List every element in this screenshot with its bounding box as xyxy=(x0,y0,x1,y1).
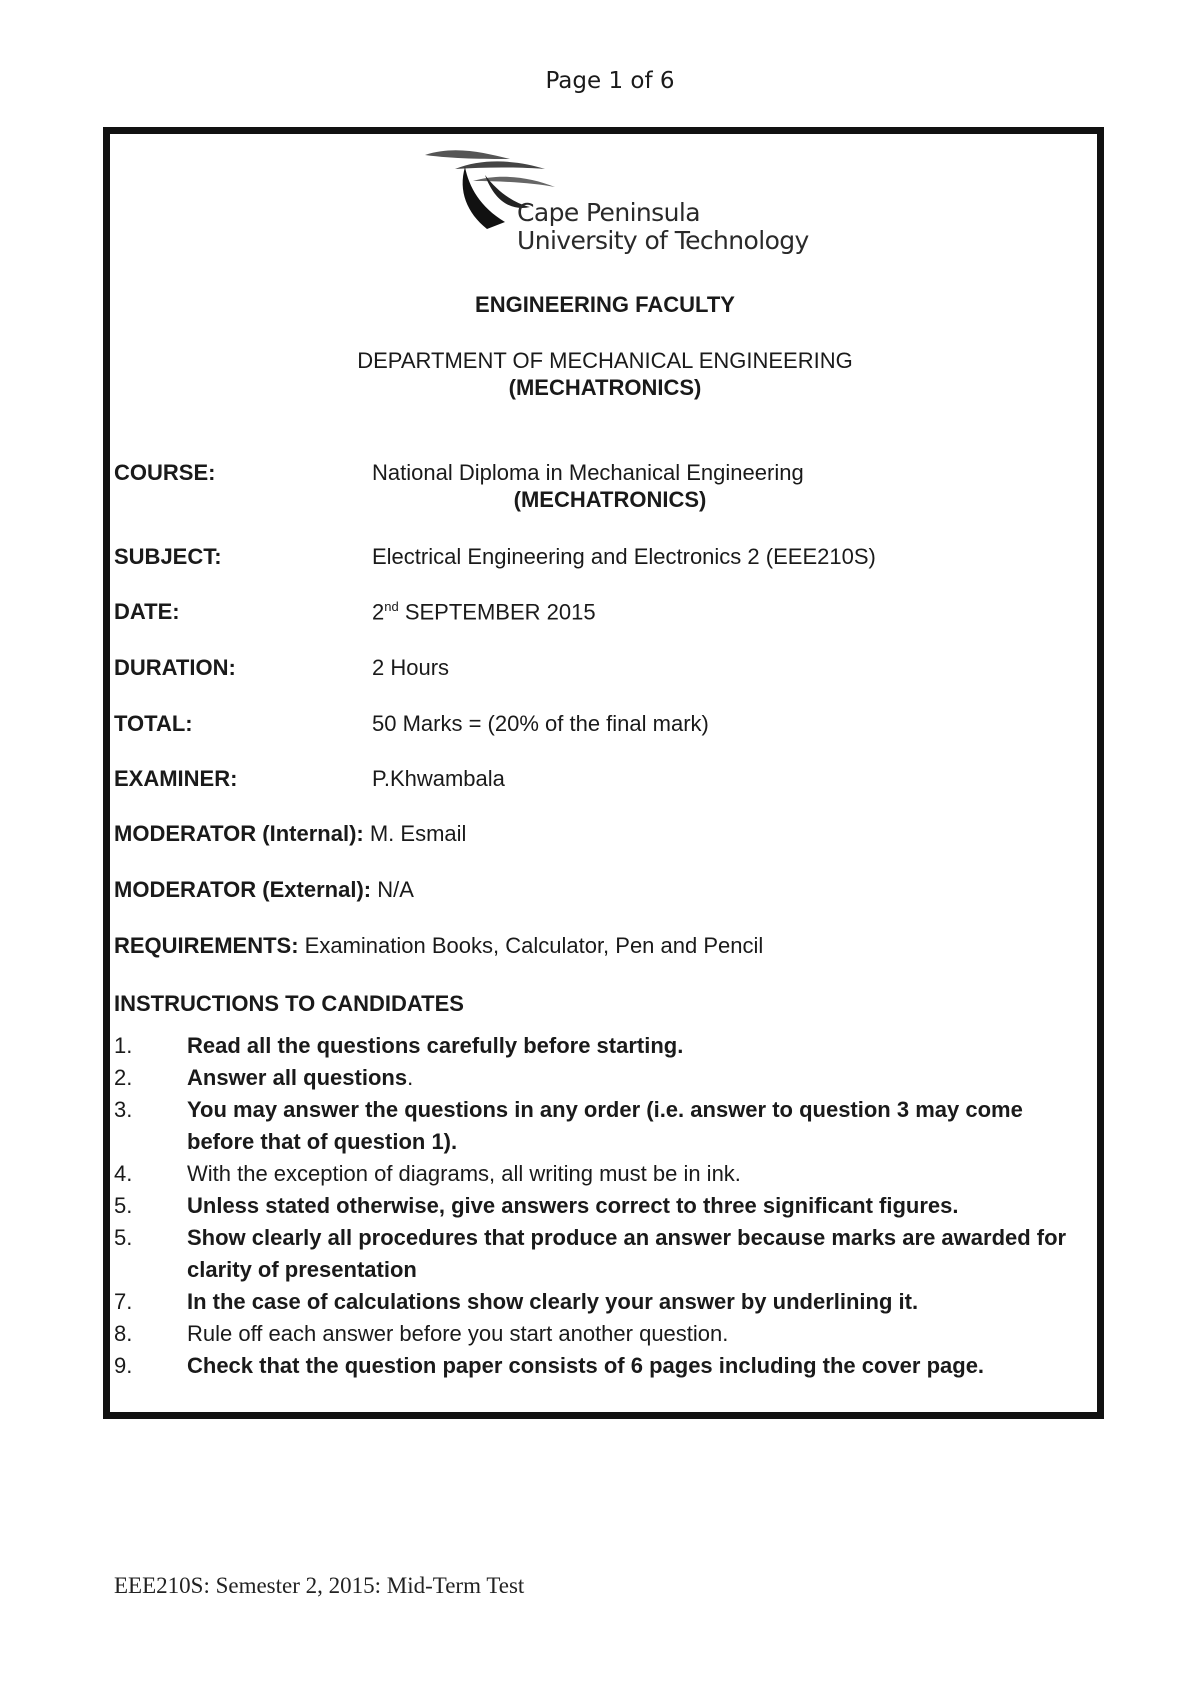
instruction-number: 1. xyxy=(114,1033,133,1058)
instructions-heading: INSTRUCTIONS TO CANDIDATES xyxy=(114,991,464,1016)
examiner-value: P.Khwambala xyxy=(372,766,505,791)
instruction-number: 8. xyxy=(114,1321,133,1346)
instruction-tail: . xyxy=(407,1065,414,1090)
duration-row xyxy=(114,655,1094,681)
instruction-item xyxy=(114,1286,1074,1318)
instruction-item xyxy=(114,1158,1074,1190)
instruction-text: With the exception of diagrams, all writing must be in ink. xyxy=(187,1161,741,1186)
moderator-external-label: MODERATOR (External): xyxy=(114,877,372,902)
date-suffix: nd xyxy=(384,599,399,614)
department-title: DEPARTMENT OF MECHANICAL ENGINEERING xyxy=(357,348,853,373)
date-row xyxy=(114,599,1094,625)
course-row xyxy=(114,460,1094,486)
examiner-label: EXAMINER: xyxy=(114,766,238,791)
course-label: COURSE: xyxy=(114,460,216,485)
instruction-text: Answer all questions xyxy=(187,1065,408,1090)
course-value: National Diploma in Mechanical Engineering xyxy=(372,460,804,485)
logo-line-2: University of Technology xyxy=(517,226,809,255)
faculty-title: ENGINEERING FACULTY xyxy=(475,292,735,317)
moderator-internal-value: M. Esmail xyxy=(363,821,467,846)
requirements-row xyxy=(114,933,763,959)
examiner-row xyxy=(114,766,1094,792)
instruction-number: 5. xyxy=(114,1225,133,1250)
instruction-text: Show clearly all procedures that produce an answer because marks are awarded for clarity of presentation xyxy=(187,1225,1067,1282)
instruction-number: 9. xyxy=(114,1353,133,1378)
instruction-item xyxy=(114,1318,1074,1350)
instruction-number: 2. xyxy=(114,1065,133,1090)
instruction-text: Check that the question paper consists of 6 pages including the cover page. xyxy=(187,1353,985,1378)
duration-label: DURATION: xyxy=(114,655,236,680)
instruction-item xyxy=(114,1062,1074,1094)
moderator-internal-label: MODERATOR (Internal): xyxy=(114,821,364,846)
requirements-label: REQUIREMENTS: xyxy=(114,933,299,958)
subject-value: Electrical Engineering and Electronics 2 (EEE210S) xyxy=(372,544,876,569)
page-footer: EEE210S: Semester 2, 2015: Mid-Term Test xyxy=(114,1573,525,1598)
instructions-list xyxy=(114,1030,1074,1382)
instruction-number: 4. xyxy=(114,1161,133,1186)
moderator-internal-row xyxy=(114,821,466,847)
instruction-item xyxy=(114,1222,1074,1286)
instruction-item xyxy=(114,1350,1074,1382)
course-subtitle: (MECHATRONICS) xyxy=(513,487,707,512)
instruction-number: 7. xyxy=(114,1289,133,1314)
university-logo-text xyxy=(517,199,809,255)
moderator-external-value: N/A xyxy=(371,877,414,902)
instruction-text: Read all the questions carefully before starting. xyxy=(187,1033,684,1058)
instruction-text: Rule off each answer before you start another question. xyxy=(187,1321,729,1346)
instruction-number: 3. xyxy=(114,1097,133,1122)
subject-row xyxy=(114,544,1094,570)
instruction-text: You may answer the questions in any order (i.e. answer to question 3 may come before that of question 1). xyxy=(187,1097,1023,1154)
moderator-external-row xyxy=(114,877,414,903)
date-value xyxy=(372,599,596,625)
requirements-value: Examination Books, Calculator, Pen and Pencil xyxy=(298,933,764,958)
instruction-text: In the case of calculations show clearly your answer by underlining it. xyxy=(187,1289,919,1314)
instruction-item xyxy=(114,1094,1074,1158)
logo-line-1: Cape Peninsula xyxy=(517,198,700,227)
date-rest: SEPTEMBER 2015 xyxy=(398,599,596,625)
duration-value: 2 Hours xyxy=(372,655,450,680)
total-row xyxy=(114,711,1094,737)
instruction-item xyxy=(114,1030,1074,1062)
date-day: 2 xyxy=(372,599,385,625)
instruction-number: 5. xyxy=(114,1193,133,1218)
instruction-text: Unless stated otherwise, give answers correct to three significant figures. xyxy=(187,1193,959,1218)
total-label: TOTAL: xyxy=(114,711,193,736)
total-value: 50 Marks = (20% of the final mark) xyxy=(372,711,709,736)
subject-label: SUBJECT: xyxy=(114,544,222,569)
instruction-item xyxy=(114,1190,1074,1222)
department-subtitle: (MECHATRONICS) xyxy=(508,375,702,400)
date-label: DATE: xyxy=(114,599,180,624)
page-number: Page 1 of 6 xyxy=(545,68,675,94)
